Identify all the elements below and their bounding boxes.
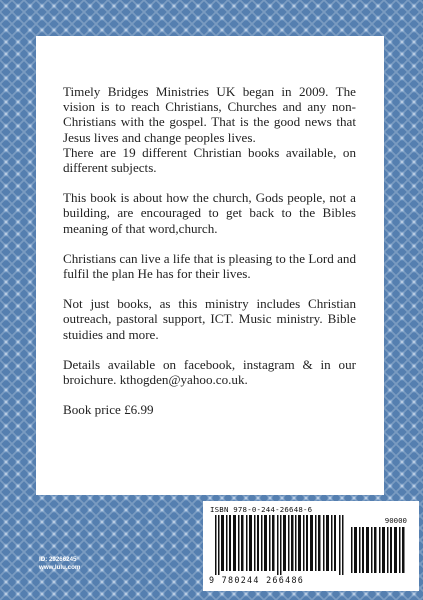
publisher-site: www.lulu.com (39, 564, 81, 571)
barcode-addon-icon (351, 527, 407, 573)
barcode-main-icon (215, 515, 345, 575)
blurb-panel (36, 36, 384, 495)
isbn-barcode-box (203, 501, 419, 591)
blurb-paragraph-contact: Details available on facebook, instagram & in our broichure. kthogden@yahoo.co.uk. (63, 356, 356, 388)
blurb-text (63, 84, 356, 417)
blurb-paragraph-books: There are 19 different Christian books available, on different subjects. (63, 144, 356, 176)
publisher-id (39, 556, 80, 572)
blurb-paragraph-intro: Timely Bridges Ministries UK began in 2009. The vision is to reach Christians, Churches and any non-Christians with the gospel. That is the good news that Jesus lives and change peoples lives. (63, 84, 356, 145)
book-price: Book price £6.99 (63, 402, 154, 418)
id-number: ID: 29266245 (39, 556, 77, 563)
blurb-paragraph-about: This book is about how the church, Gods people, not a building, are encouraged to get back to the Bibles meaning of that word,church. (63, 190, 356, 236)
price-code: 90000 (384, 516, 407, 525)
blurb-paragraph-life: Christians can live a life that is pleasing to the Lord and fulfil the plan He has for their lives. (63, 250, 356, 282)
barcode-digits: 9 780244 266486 (209, 575, 305, 585)
isbn-label: ISBN 978-0-244-26648-6 (210, 505, 313, 514)
blurb-paragraph-ministry: Not just books, as this ministry includes Christian outreach, pastoral support, ICT. Music ministry. Bible stuidies and more. (63, 296, 356, 342)
